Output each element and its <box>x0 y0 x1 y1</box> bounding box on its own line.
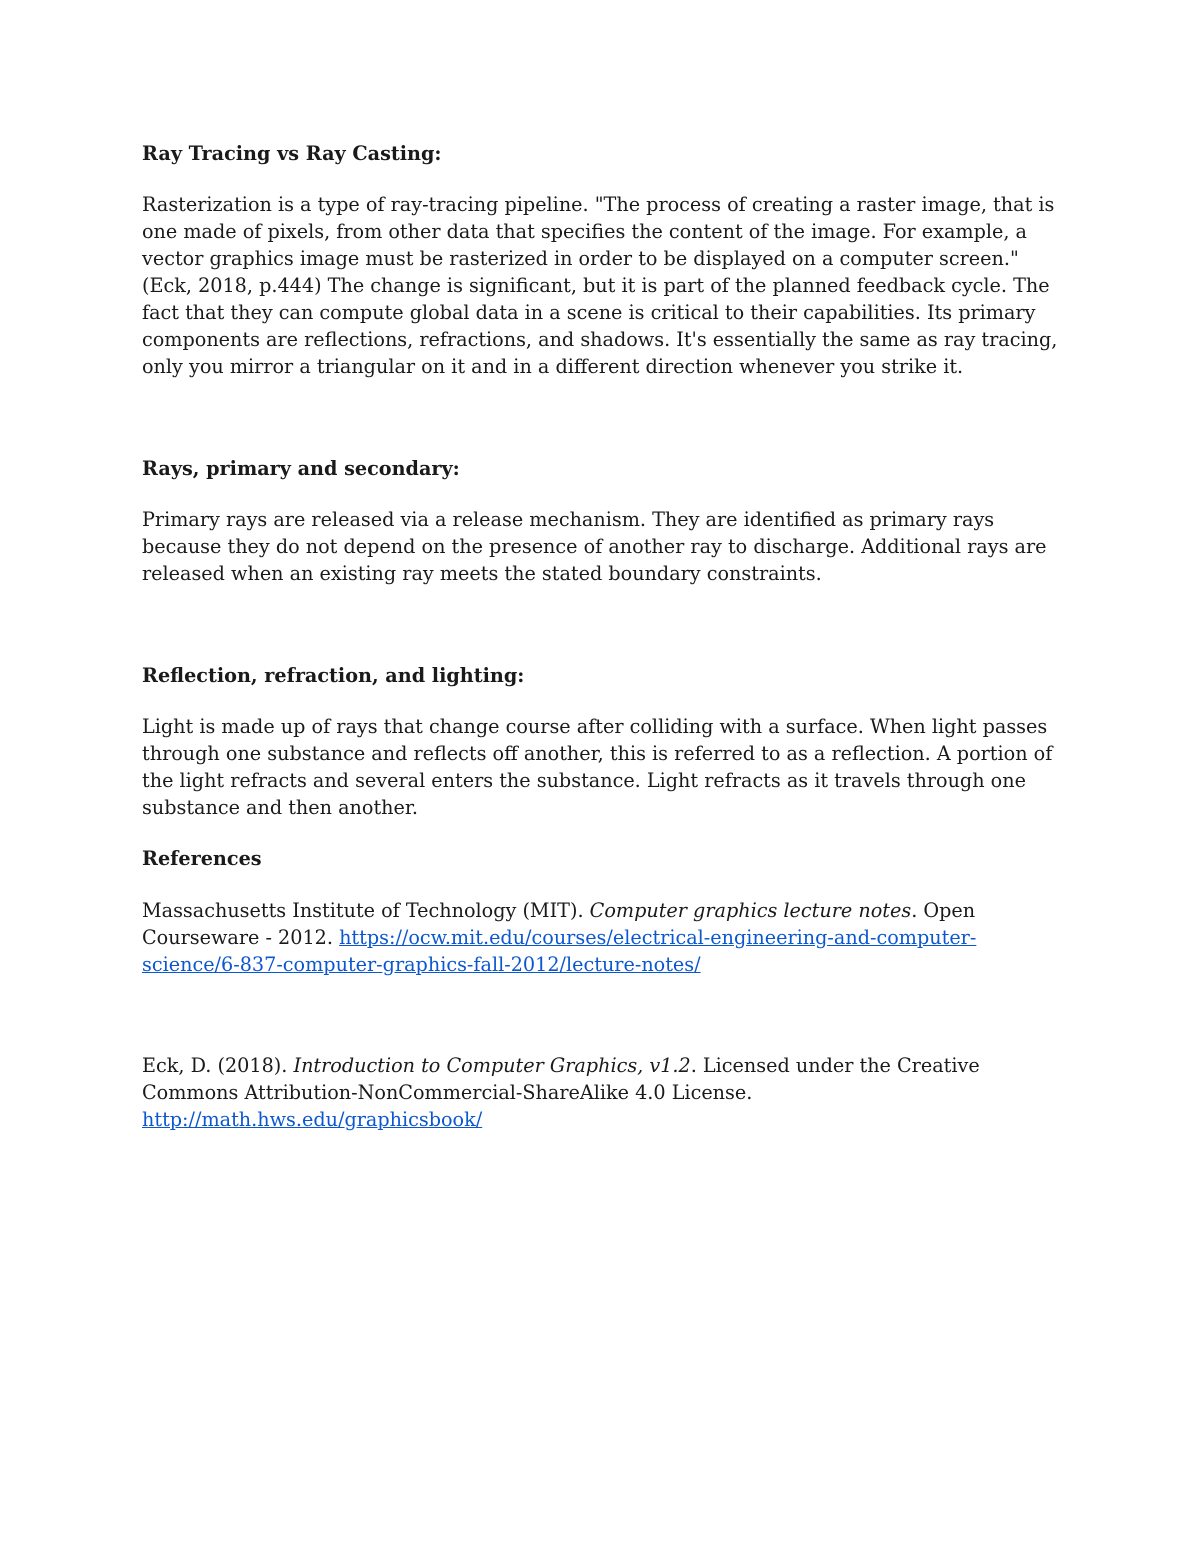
reference-details: . Licensed under the Creative Commons Attribution-NonCommercial-ShareAlike 4.0 License. <box>142 1054 980 1104</box>
reference-link[interactable]: http://math.hws.edu/graphicsbook/ <box>142 1108 483 1131</box>
section-reflection <box>142 662 1062 821</box>
reference-title: Introduction to Computer Graphics, v1.2 <box>293 1054 691 1077</box>
document-content <box>142 140 1062 1133</box>
section-heading: Ray Tracing vs Ray Casting: <box>142 142 442 165</box>
section-body: Light is made up of rays that change course after colliding with a surface. When light passes through one substance and reflects off another, this is referred to as a reflection. A portion of the light refracts and several enters the substance. Light refracts as it travels through one substance and then another. <box>142 715 1053 819</box>
section-body: Rasterization is a type of ray-tracing pipeline. "The process of creating a raster image, that is one made of pixels, from other data that specifies the content of the image. For example, a vector graphics image must be rasterized in order to be displayed on a computer screen." (Eck, 2018, p.444) The change is significant, but it is part of the planned feedback cycle. The fact that they can compute global data in a scene is critical to their capabilities. Its primary components are reflections, refractions, and shadows. It's essentially the same as ray tracing, only you mirror a triangular on it and in a different direction whenever you strike it. <box>142 193 1058 378</box>
reference-author: Eck, D. (2018). <box>142 1054 294 1077</box>
reference-item <box>142 1052 1062 1133</box>
section-ray-tracing <box>142 140 1062 380</box>
reference-title: Computer graphics lecture notes <box>589 899 912 922</box>
section-heading: Reflection, refraction, and lighting: <box>142 664 525 687</box>
reference-link[interactable]: https://ocw.mit.edu/courses/electrical-engineering-and-computer-science/6-837-computer-graphics-fall-2012/lecture-notes/ <box>142 926 977 976</box>
section-rays <box>142 455 1062 587</box>
section-heading: Rays, primary and secondary: <box>142 457 460 480</box>
reference-details: . Open Courseware - 2012. <box>142 899 976 949</box>
references-section <box>142 845 1062 1133</box>
section-body: Primary rays are released via a release mechanism. They are identified as primary rays because they do not depend on the presence of another ray to discharge. Additional rays are released when an existing ray meets the stated boundary constraints. <box>142 508 1047 585</box>
reference-item <box>142 897 1062 978</box>
reference-author: Massachusetts Institute of Technology (MIT). <box>142 899 590 922</box>
references-heading: References <box>142 847 262 870</box>
